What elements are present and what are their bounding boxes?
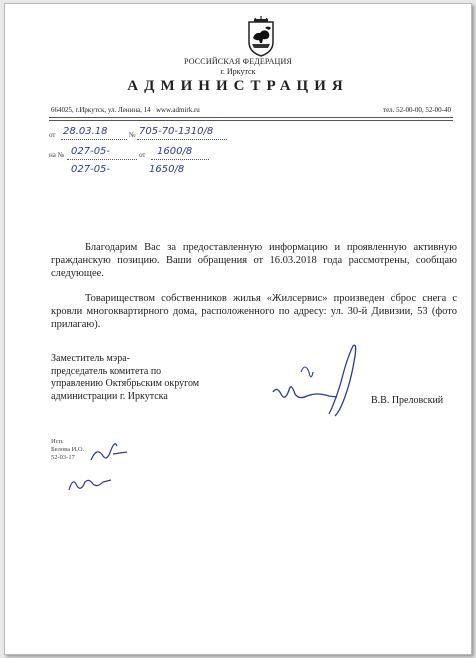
reg-from-label: от xyxy=(49,131,56,139)
reg-ref-number: 027-05- xyxy=(71,146,111,157)
reg-ref-label: на № xyxy=(49,151,65,159)
header-title: АДМИНИСТРАЦИЯ xyxy=(127,78,349,94)
reg-ref-suffix: 1600/8 xyxy=(157,146,193,157)
executor-label: Исп. xyxy=(51,438,64,445)
signatory-line-1: Заместитель мэра- xyxy=(51,353,130,364)
document-page xyxy=(4,3,472,655)
executor-signature-mark xyxy=(65,470,115,494)
header-federation: РОССИЙСКАЯ ФЕДЕРАЦИЯ xyxy=(183,57,293,66)
reg-date-line xyxy=(61,139,127,140)
reg-ref-from-label: от xyxy=(139,151,146,159)
header-divider xyxy=(49,117,453,118)
reg-date: 28.03.18 xyxy=(63,126,108,137)
reg-second-ref-suffix: 1650/8 xyxy=(149,164,185,175)
letter-paragraph-1: Благодарим Вас за предоставленную информацию и проявленную активную гражданскую позицию. Ваши обращения от 16.03.2018 года рассмотрены, сообщаю следующее. xyxy=(51,242,457,279)
signatory-line-2: председатель комитета по xyxy=(51,365,162,377)
irkutsk-coat-of-arms-icon xyxy=(241,14,281,58)
header-phones: тел. 52-00-00, 52-00-40 xyxy=(383,106,451,114)
reg-number-label: № xyxy=(129,131,136,139)
signatory-name: В.В. Преловский xyxy=(371,395,444,406)
reg-number-line xyxy=(137,139,227,140)
header-divider-thin xyxy=(49,120,453,121)
reg-number: 705-70-1310/8 xyxy=(139,126,214,137)
website-text: www.admirk.ru xyxy=(155,106,200,114)
letter-paragraph-2: Товариществом собственников жилья «Жилсервис» произведен сброс снега с кровли многоквартирного дома, расположенного по адресу: ул. 30-й Дивизии, 53 (фото прилагаю). xyxy=(51,293,457,330)
signatory-line-3: управлению Октябрьским округом xyxy=(51,378,200,389)
signatory-position xyxy=(51,353,199,403)
executor-name: Белова И.О. xyxy=(51,446,85,453)
executor-phone: 52-03-17 xyxy=(51,454,75,461)
header-city: г. Иркутск xyxy=(220,67,256,76)
reg-ref-line xyxy=(67,159,137,160)
address-text: 664025, г.Иркутск, ул. Ленина, 14 xyxy=(51,106,151,114)
handwritten-signature xyxy=(267,342,377,432)
reg-ref-suffix-line xyxy=(151,159,209,160)
reg-second-ref-number: 027-05- xyxy=(71,164,111,175)
header-address xyxy=(51,106,200,114)
signatory-line-4: администрации г. Иркутска xyxy=(51,390,168,402)
executor-initials-mark xyxy=(87,436,133,466)
